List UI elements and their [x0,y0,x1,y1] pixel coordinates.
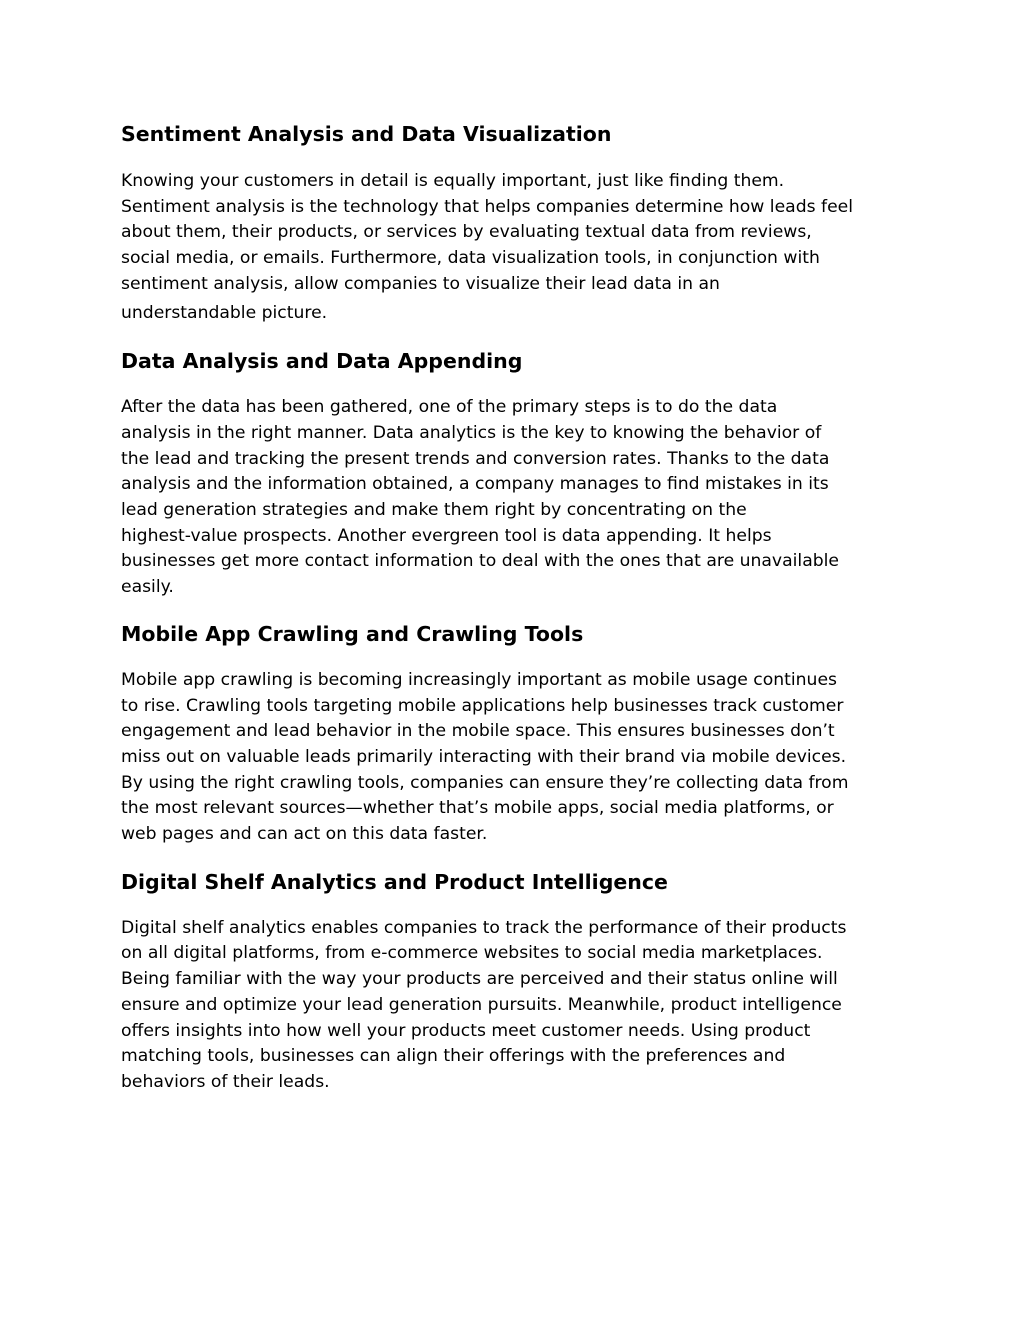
paragraph-line: to rise. Crawling tools targeting mobile applications help businesses track customer [121,695,844,716]
paragraph-line: lead generation strategies and make them right by concentrating on the [121,500,747,521]
section-heading: Digital Shelf Analytics and Product Intelligence [121,869,668,894]
paragraph-line: easily. [121,577,174,598]
paragraph-line: Digital shelf analytics enables companies to track the performance of their products [121,917,847,938]
paragraph-line: By using the right crawling tools, companies can ensure they’re collecting data from [121,772,849,793]
paragraph-line: matching tools, businesses can align their offerings with the preferences and [121,1046,786,1067]
paragraph-line: on all digital platforms, from e-commerce websites to social media marketplaces. [121,943,823,964]
section-heading: Data Analysis and Data Appending [121,349,523,374]
section-heading: Sentiment Analysis and Data Visualization [121,122,612,146]
paragraph-line: understandable picture. [121,302,328,323]
paragraph-line: about them, their products, or services by evaluating textual data from reviews, [121,222,812,243]
section-paragraph [121,169,911,326]
paragraph-line: ensure and optimize your lead generation pursuits. Meanwhile, product intelligence [121,994,842,1015]
paragraph-line: analysis in the right manner. Data analytics is the key to knowing the behavior of [121,422,822,443]
paragraph-line: Being familiar with the way your products are perceived and their status online will [121,969,838,990]
paragraph-line: sentiment analysis, allow companies to visualize their lead data in an [121,273,720,294]
paragraph-line: social media, or emails. Furthermore, data visualization tools, in conjunction with [121,248,820,269]
paragraph-line: engagement and lead behavior in the mobile space. This ensures businesses don’t [121,721,835,742]
section-heading: Mobile App Crawling and Crawling Tools [121,621,584,646]
paragraph-line: behaviors of their leads. [121,1071,330,1092]
paragraph-line: highest-value prospects. Another evergreen tool is data appending. It helps [121,525,772,546]
paragraph-line: Knowing your customers in detail is equally important, just like finding them. [121,171,785,191]
document-page [121,119,911,1096]
paragraph-line: businesses get more contact information to deal with the ones that are unavailable [121,551,839,572]
paragraph-line: web pages and can act on this data faster. [121,824,488,845]
paragraph-line: Mobile app crawling is becoming increasingly important as mobile usage continues [121,669,837,690]
paragraph-line: the most relevant sources—whether that’s mobile apps, social media platforms, or [121,798,834,819]
section-paragraph [121,668,911,848]
section-paragraph [121,395,911,601]
paragraph-line: offers insights into how well your products meet customer needs. Using product [121,1020,811,1041]
paragraph-line: miss out on valuable leads primarily interacting with their brand via mobile devices. [121,746,847,767]
section-paragraph [121,916,911,1096]
paragraph-line: the lead and tracking the present trends and conversion rates. Thanks to the data [121,448,830,469]
paragraph-line: analysis and the information obtained, a company manages to find mistakes in its [121,474,829,495]
paragraph-line: Sentiment analysis is the technology that helps companies determine how leads feel [121,196,853,217]
paragraph-line: After the data has been gathered, one of the primary steps is to do the data [121,397,778,418]
